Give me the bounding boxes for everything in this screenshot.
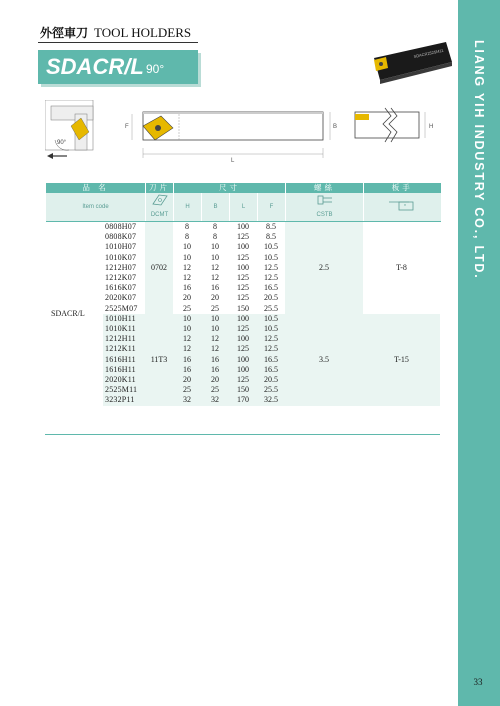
insert-diamond-icon: [150, 194, 170, 206]
dim-f-cell: 20.5: [257, 375, 285, 385]
dim-l-cell: 170: [229, 395, 257, 405]
header-wrench-icon-cell: [364, 193, 441, 221]
dim-b-cell: 25: [201, 385, 229, 395]
item-code-cell: 1212H11: [103, 334, 145, 344]
dim-f-cell: 10.5: [257, 253, 285, 263]
company-name: LIANG YIH INDUSTRY CO., LTD.: [472, 40, 486, 280]
table-bottom-line: [45, 434, 440, 435]
photo-engraving: SDACR2525M11: [413, 47, 444, 59]
dim-b-cell: 25: [201, 304, 229, 314]
header-row-sub: [46, 193, 441, 221]
end-view: [355, 108, 433, 142]
dim-l-cell: 100: [229, 334, 257, 344]
dim-h-cell: 12: [173, 334, 201, 344]
header-h: H: [174, 193, 202, 221]
screw-cell: 3.5: [285, 314, 363, 406]
dim-b-cell: 12: [201, 273, 229, 283]
product-title-box: [38, 50, 198, 84]
dim-h-cell: 20: [173, 293, 201, 303]
header-screw-type: CSTB: [316, 212, 333, 218]
header-insert: 刀片: [146, 183, 174, 193]
dim-l-cell: 100: [229, 263, 257, 273]
dim-f-cell: 12.5: [257, 344, 285, 354]
dim-h-cell: 10: [173, 314, 201, 324]
product-photo: [368, 40, 454, 85]
dim-h-cell: 16: [173, 283, 201, 293]
item-code-cell: 1010H07: [103, 242, 145, 252]
feed-arrow-icon: [47, 153, 53, 159]
dim-h-label: H: [429, 124, 434, 130]
dim-b-cell: 10: [201, 314, 229, 324]
dim-b-cell: 32: [201, 395, 229, 405]
dim-f-cell: 10.5: [257, 324, 285, 334]
dim-f-cell: 25.5: [257, 385, 285, 395]
dim-l-cell: 100: [229, 365, 257, 375]
dim-b-cell: 8: [201, 232, 229, 242]
dim-b-cell: 20: [201, 293, 229, 303]
insert-cell: 0702: [145, 222, 173, 314]
dim-l-cell: 125: [229, 283, 257, 293]
dim-h-cell: 12: [173, 263, 201, 273]
dim-b-cell: 10: [201, 324, 229, 334]
dim-b-cell: 10: [201, 242, 229, 252]
header-dimensions: 尺寸: [174, 183, 286, 193]
dim-f-cell: 20.5: [257, 293, 285, 303]
item-code-cell: 1212K07: [103, 273, 145, 283]
header-insert-type: DCMT: [150, 212, 169, 218]
side-text-wrap: [458, 0, 500, 706]
dim-f-label: F: [125, 124, 129, 130]
technical-drawing: [45, 100, 440, 172]
inset-view: [45, 100, 93, 159]
header-wrench: 板手: [364, 183, 441, 193]
spec-table-body: [45, 222, 440, 406]
wrench-icon: [387, 198, 417, 212]
item-code-cell: 1010K07: [103, 253, 145, 263]
header-title-zh: 外徑車刀: [40, 26, 89, 40]
dim-h-cell: 20: [173, 375, 201, 385]
dim-f-cell: 25.5: [257, 304, 285, 314]
dim-f-cell: 32.5: [257, 395, 285, 405]
page-number: 33: [473, 677, 483, 687]
product-model: SDACR/L: [46, 54, 144, 79]
dim-h-cell: 25: [173, 304, 201, 314]
dim-l-cell: 100: [229, 242, 257, 252]
wrench-cell: T-8: [363, 222, 440, 314]
dim-b-cell: 16: [201, 283, 229, 293]
item-code-cell: 1010H11: [103, 314, 145, 324]
dim-f-cell: 10.5: [257, 242, 285, 252]
item-code-cell: 1616K07: [103, 283, 145, 293]
dim-b-label: B: [333, 124, 338, 130]
header-title: [40, 24, 191, 41]
dim-b-cell: 16: [201, 365, 229, 375]
dim-l-cell: 125: [229, 324, 257, 334]
dim-b-cell: 16: [201, 355, 229, 365]
item-code-cell: 1212K11: [103, 344, 145, 354]
dim-l-cell: 125: [229, 253, 257, 263]
dim-f-cell: 16.5: [257, 283, 285, 293]
header-screw-icon-cell: [286, 193, 364, 221]
dim-h-cell: 8: [173, 232, 201, 242]
header-title-en: TOOL HOLDERS: [94, 25, 192, 40]
header-product: 品 名: [46, 183, 146, 193]
header-rule: [38, 42, 198, 43]
dim-h-cell: 10: [173, 242, 201, 252]
dim-f-cell: 8.5: [257, 222, 285, 232]
dim-b-cell: 12: [201, 334, 229, 344]
item-code-cell: 1010K11: [103, 324, 145, 334]
item-code-cell: 2020K07: [103, 293, 145, 303]
product-angle: 90°: [146, 62, 165, 76]
model-cell: SDACR/L: [45, 222, 103, 406]
dim-b-cell: 12: [201, 263, 229, 273]
dim-b-cell: 20: [201, 375, 229, 385]
header-insert-icon-cell: [146, 193, 174, 221]
dim-l-cell: 150: [229, 385, 257, 395]
spec-table-wrap: [45, 183, 440, 406]
dim-h-cell: 32: [173, 395, 201, 405]
dim-l-cell: 125: [229, 344, 257, 354]
item-code-cell: 0808K07: [103, 232, 145, 242]
dim-f-cell: 12.5: [257, 334, 285, 344]
item-code-cell: 1212H07: [103, 263, 145, 273]
dim-h-cell: 16: [173, 365, 201, 375]
spec-table: [45, 183, 441, 222]
dim-f-cell: 8.5: [257, 232, 285, 242]
header-item-code: Item code: [46, 193, 146, 221]
item-code-cell: 2525M07: [103, 304, 145, 314]
screw-cell: 2.5: [285, 222, 363, 314]
screw-icon: [316, 194, 334, 206]
item-code-cell: 1616H11: [103, 355, 145, 365]
dim-b-cell: 10: [201, 253, 229, 263]
dim-h-cell: 12: [173, 273, 201, 283]
dim-l-cell: 125: [229, 273, 257, 283]
svg-text:*: *: [404, 203, 407, 210]
dim-h-cell: 8: [173, 222, 201, 232]
dim-h-cell: 10: [173, 324, 201, 334]
dim-f-cell: 12.5: [257, 263, 285, 273]
dim-h-cell: 12: [173, 344, 201, 354]
header-f: F: [258, 193, 286, 221]
dim-f-cell: 10.5: [257, 314, 285, 324]
dim-l-cell: 125: [229, 232, 257, 242]
dim-h-cell: 16: [173, 355, 201, 365]
dim-l-cell: 150: [229, 304, 257, 314]
dim-l-cell: 100: [229, 314, 257, 324]
inset-angle-label: 90°: [57, 140, 67, 146]
main-view: [125, 112, 337, 164]
dim-f-cell: 12.5: [257, 273, 285, 283]
header-l: L: [230, 193, 258, 221]
item-code-cell: 3232P11: [103, 395, 145, 405]
item-code-cell: 2525M11: [103, 385, 145, 395]
dim-b-cell: 8: [201, 222, 229, 232]
item-code-cell: 2020K11: [103, 375, 145, 385]
header-row-zh: [46, 183, 441, 193]
dim-h-cell: 10: [173, 253, 201, 263]
dim-l-cell: 100: [229, 355, 257, 365]
table-row: [45, 314, 440, 324]
dim-l-label: L: [231, 158, 235, 164]
dim-l-cell: 125: [229, 375, 257, 385]
insert-cell: 11T3: [145, 314, 173, 406]
dim-l-cell: 100: [229, 222, 257, 232]
dim-h-cell: 25: [173, 385, 201, 395]
header-b: B: [202, 193, 230, 221]
dim-f-cell: 16.5: [257, 365, 285, 375]
dim-b-cell: 12: [201, 344, 229, 354]
dim-f-cell: 16.5: [257, 355, 285, 365]
item-code-cell: 0808H07: [103, 222, 145, 232]
item-code-cell: 1616H11: [103, 365, 145, 375]
wrench-cell: T-15: [363, 314, 440, 406]
table-row: [45, 222, 440, 232]
header-screw: 螺絲: [286, 183, 364, 193]
dim-l-cell: 125: [229, 293, 257, 303]
